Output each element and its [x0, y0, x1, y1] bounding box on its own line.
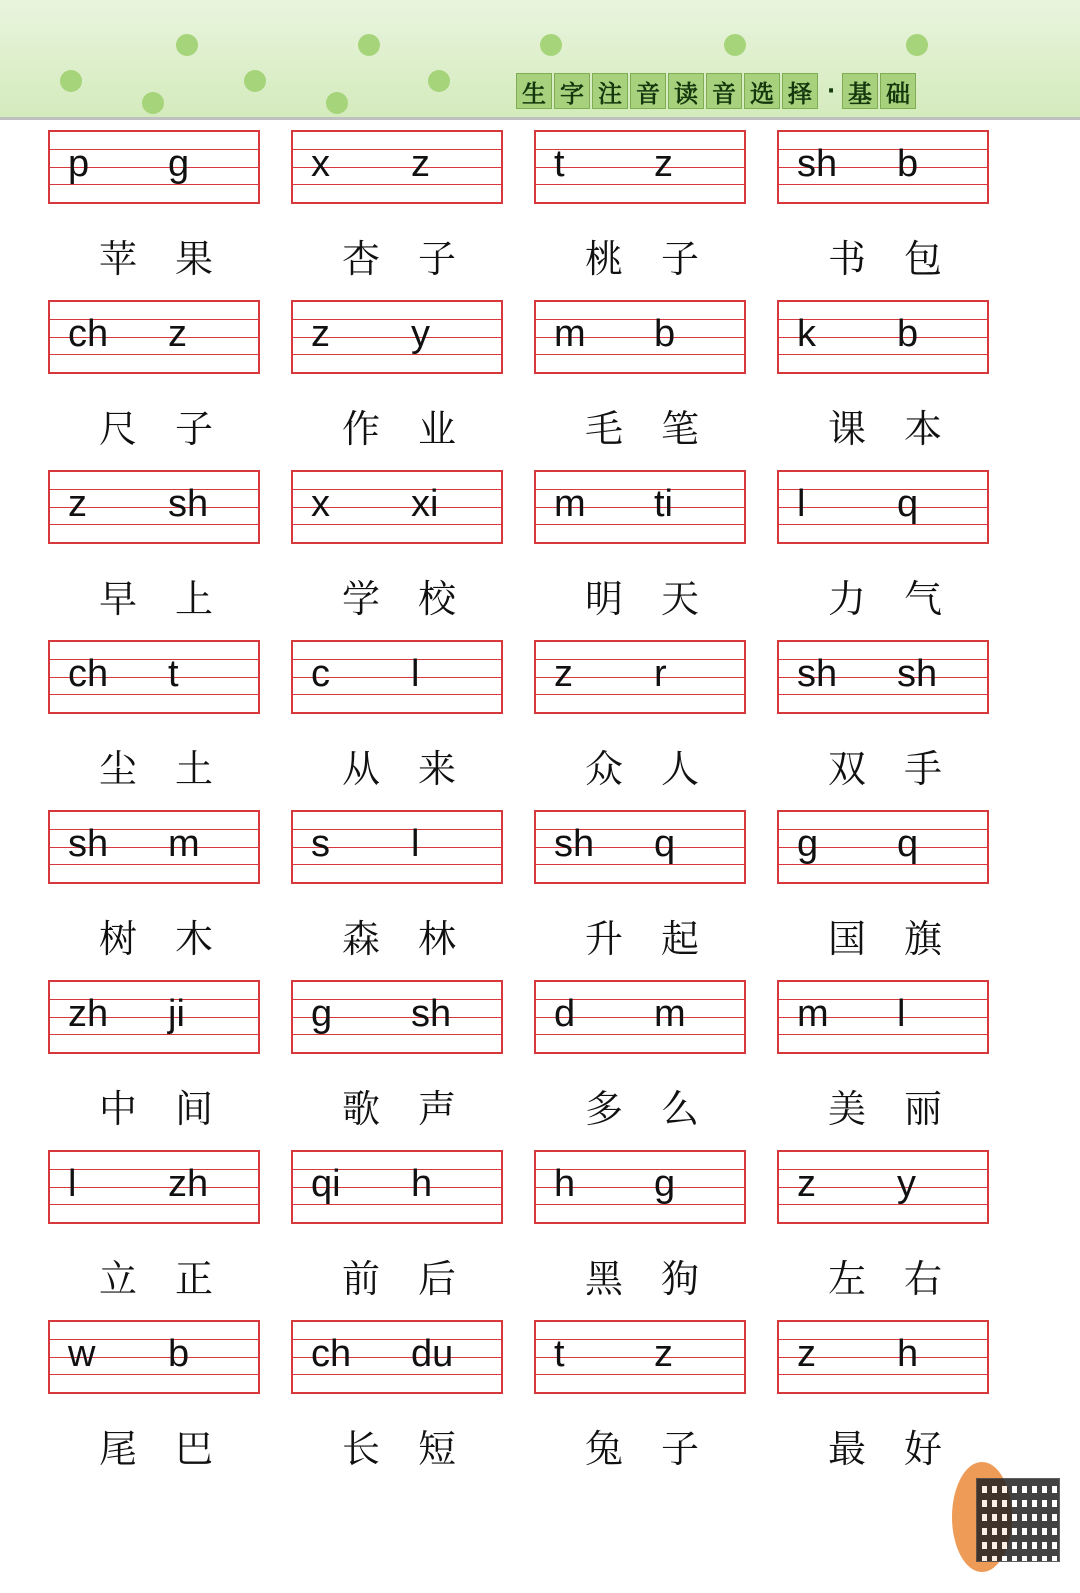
- pinyin-cell: [777, 300, 989, 451]
- title-char: 生: [516, 73, 552, 109]
- decor-dot: [142, 92, 164, 114]
- pinyin-initial-left: z: [554, 653, 573, 695]
- pinyin-initial-left: x: [311, 143, 330, 185]
- pinyin-writing-box[interactable]: [534, 300, 746, 374]
- pinyin-initial-left: ch: [311, 1333, 352, 1375]
- pinyin-initial-right: b: [168, 1333, 190, 1375]
- pinyin-cell: [534, 130, 746, 281]
- pinyin-writing-box[interactable]: [534, 1150, 746, 1224]
- guide-line: [779, 524, 987, 525]
- guide-line: [536, 1339, 744, 1340]
- hanzi-char: 双: [827, 747, 866, 791]
- hanzi-char: 最: [827, 1427, 866, 1471]
- decor-dot: [244, 70, 266, 92]
- title-char: 础: [880, 73, 916, 109]
- title-char: 注: [592, 73, 628, 109]
- pinyin-initial-right: q: [654, 823, 676, 865]
- pinyin-cell: [534, 1320, 746, 1471]
- pinyin-initial-left: z: [797, 1163, 816, 1205]
- pinyin-initial-left: z: [797, 1333, 816, 1375]
- title-char: 音: [630, 73, 666, 109]
- pinyin-initial-right: ti: [654, 483, 673, 525]
- chinese-word: [777, 1248, 989, 1301]
- title-char: 读: [668, 73, 704, 109]
- pinyin-cell: [291, 300, 503, 451]
- pinyin-cell: [777, 1150, 989, 1301]
- chinese-word: [777, 738, 989, 791]
- hanzi-char: 苹: [98, 237, 137, 281]
- hanzi-char: 子: [660, 237, 699, 281]
- pinyin-writing-box[interactable]: [48, 300, 260, 374]
- pinyin-writing-box[interactable]: [48, 810, 260, 884]
- hanzi-char: 兔: [584, 1427, 623, 1471]
- hanzi-char: 力: [827, 577, 866, 621]
- pinyin-initial-right: du: [411, 1333, 454, 1375]
- guide-line: [50, 1187, 258, 1188]
- hanzi-char: 作: [341, 407, 380, 451]
- pinyin-cell: [48, 980, 260, 1131]
- pinyin-writing-box[interactable]: [534, 470, 746, 544]
- hanzi-char: 校: [417, 577, 456, 621]
- pinyin-initial-left: sh: [68, 823, 109, 865]
- pinyin-initial-right: g: [654, 1163, 676, 1205]
- pinyin-initial-left: g: [311, 993, 333, 1035]
- section-title: [516, 73, 918, 109]
- chinese-word: [48, 568, 260, 621]
- pinyin-initial-left: m: [554, 483, 586, 525]
- pinyin-initial-left: d: [554, 993, 576, 1035]
- pinyin-initial-right: y: [897, 1163, 916, 1205]
- hanzi-char: 多: [584, 1087, 623, 1131]
- pinyin-writing-box[interactable]: [534, 130, 746, 204]
- header-banner: [0, 0, 1080, 120]
- pinyin-writing-box[interactable]: [291, 1150, 503, 1224]
- pinyin-initial-right: ji: [168, 993, 185, 1035]
- hanzi-char: 间: [174, 1087, 213, 1131]
- hanzi-char: 学: [341, 577, 380, 621]
- pinyin-cell: [291, 1150, 503, 1301]
- chinese-word: [777, 228, 989, 281]
- hanzi-char: 狗: [660, 1257, 699, 1301]
- hanzi-char: 美: [827, 1087, 866, 1131]
- hanzi-char: 尾: [98, 1427, 137, 1471]
- pinyin-initial-right: l: [897, 993, 906, 1035]
- chinese-word: [534, 228, 746, 281]
- pinyin-initial-right: b: [654, 313, 676, 355]
- decor-dot: [906, 34, 928, 56]
- decor-dot: [326, 92, 348, 114]
- hanzi-char: 天: [660, 577, 699, 621]
- chinese-word: [777, 1078, 989, 1131]
- chinese-word: [291, 738, 503, 791]
- chinese-word: [291, 1248, 503, 1301]
- decor-dot: [540, 34, 562, 56]
- hanzi-char: 树: [98, 917, 137, 961]
- chinese-word: [777, 1418, 989, 1471]
- pinyin-initial-right: zh: [168, 1163, 209, 1205]
- chinese-word: [48, 1078, 260, 1131]
- decor-dot: [358, 34, 380, 56]
- hanzi-char: 来: [417, 747, 456, 791]
- pinyin-initial-right: z: [168, 313, 187, 355]
- chinese-word: [777, 568, 989, 621]
- pinyin-cell: [534, 470, 746, 621]
- pinyin-cell: [534, 980, 746, 1131]
- pinyin-initial-right: xi: [411, 483, 439, 525]
- hanzi-char: 上: [174, 577, 213, 621]
- hanzi-char: 歌: [341, 1087, 380, 1131]
- hanzi-char: 课: [827, 407, 866, 451]
- pinyin-initial-left: m: [554, 313, 586, 355]
- title-char: 择: [782, 73, 818, 109]
- pinyin-writing-box[interactable]: [291, 640, 503, 714]
- hanzi-char: 毛: [584, 407, 623, 451]
- guide-line: [536, 184, 744, 185]
- hanzi-char: 前: [341, 1257, 380, 1301]
- hanzi-char: 人: [660, 747, 699, 791]
- pinyin-initial-left: ch: [68, 653, 109, 695]
- pinyin-initial-left: sh: [554, 823, 595, 865]
- pinyin-initial-left: t: [554, 143, 565, 185]
- guide-line: [50, 1169, 258, 1170]
- chinese-word: [291, 568, 503, 621]
- hanzi-char: 果: [174, 237, 213, 281]
- pinyin-cell: [48, 640, 260, 791]
- chinese-word: [777, 908, 989, 961]
- hanzi-char: 声: [417, 1087, 456, 1131]
- pinyin-initial-right: l: [411, 823, 420, 865]
- hanzi-char: 杏: [341, 237, 380, 281]
- pinyin-cell: [48, 470, 260, 621]
- hanzi-char: 笔: [660, 407, 699, 451]
- pinyin-initial-left: c: [311, 653, 330, 695]
- guide-line: [779, 489, 987, 490]
- qr-code-icon: [976, 1478, 1060, 1562]
- hanzi-char: 包: [903, 237, 942, 281]
- guide-line: [779, 507, 987, 508]
- pinyin-initial-right: h: [411, 1163, 433, 1205]
- hanzi-char: 从: [341, 747, 380, 791]
- chinese-word: [48, 908, 260, 961]
- pinyin-cell: [534, 810, 746, 961]
- pinyin-initial-left: sh: [797, 143, 838, 185]
- hanzi-char: 后: [417, 1257, 456, 1301]
- hanzi-char: 丽: [903, 1087, 942, 1131]
- hanzi-char: 早: [98, 577, 137, 621]
- hanzi-char: 国: [827, 917, 866, 961]
- guide-line: [50, 1204, 258, 1205]
- hanzi-char: 子: [174, 407, 213, 451]
- chinese-word: [291, 398, 503, 451]
- pinyin-initial-right: y: [411, 313, 430, 355]
- pinyin-initial-left: qi: [311, 1163, 341, 1205]
- decor-dot: [60, 70, 82, 92]
- chinese-word: [777, 398, 989, 451]
- pinyin-cell: [291, 980, 503, 1131]
- hanzi-char: 左: [827, 1257, 866, 1301]
- hanzi-char: 子: [417, 237, 456, 281]
- chinese-word: [534, 1418, 746, 1471]
- pinyin-initial-left: x: [311, 483, 330, 525]
- pinyin-initial-right: m: [654, 993, 686, 1035]
- pinyin-initial-right: z: [654, 143, 673, 185]
- decor-dot: [724, 34, 746, 56]
- pinyin-cell: [48, 1320, 260, 1471]
- hanzi-char: 明: [584, 577, 623, 621]
- pinyin-writing-box[interactable]: [777, 130, 989, 204]
- pinyin-writing-box[interactable]: [534, 1320, 746, 1394]
- pinyin-cell: [777, 1320, 989, 1471]
- pinyin-writing-box[interactable]: [777, 1320, 989, 1394]
- pinyin-cell: [777, 640, 989, 791]
- hanzi-char: 立: [98, 1257, 137, 1301]
- pinyin-initial-left: z: [311, 313, 330, 355]
- pinyin-cell: [48, 810, 260, 961]
- pinyin-writing-box[interactable]: [777, 300, 989, 374]
- hanzi-char: 尘: [98, 747, 137, 791]
- hanzi-char: 旗: [903, 917, 942, 961]
- chinese-word: [534, 568, 746, 621]
- hanzi-char: 黑: [584, 1257, 623, 1301]
- chinese-word: [48, 1418, 260, 1471]
- pinyin-cell: [777, 470, 989, 621]
- chinese-word: [48, 1248, 260, 1301]
- pinyin-initial-right: g: [168, 143, 190, 185]
- pinyin-initial-left: m: [797, 993, 829, 1035]
- pinyin-initial-right: q: [897, 483, 919, 525]
- title-char: 基: [842, 73, 878, 109]
- pinyin-initial-right: z: [654, 1333, 673, 1375]
- pinyin-writing-box[interactable]: [777, 470, 989, 544]
- chinese-word: [534, 1078, 746, 1131]
- chinese-word: [534, 738, 746, 791]
- decor-dot: [176, 34, 198, 56]
- hanzi-char: 土: [174, 747, 213, 791]
- pinyin-writing-box[interactable]: [291, 980, 503, 1054]
- pinyin-cell: [48, 300, 260, 451]
- guide-line: [536, 1357, 744, 1358]
- chinese-word: [291, 908, 503, 961]
- hanzi-char: 起: [660, 917, 699, 961]
- pinyin-cell: [291, 810, 503, 961]
- pinyin-initial-left: z: [68, 483, 87, 525]
- hanzi-char: 好: [903, 1427, 942, 1471]
- title-separator: ·: [826, 78, 836, 104]
- pinyin-initial-left: zh: [68, 993, 109, 1035]
- pinyin-writing-box[interactable]: [48, 1150, 260, 1224]
- chinese-word: [291, 1078, 503, 1131]
- chinese-word: [534, 908, 746, 961]
- pinyin-writing-box[interactable]: [777, 1150, 989, 1224]
- hanzi-char: 升: [584, 917, 623, 961]
- pinyin-initial-left: l: [797, 483, 806, 525]
- pinyin-writing-box[interactable]: [777, 640, 989, 714]
- pinyin-cell: [48, 1150, 260, 1301]
- chinese-word: [534, 398, 746, 451]
- pinyin-initial-left: t: [554, 1333, 565, 1375]
- hanzi-char: 本: [903, 407, 942, 451]
- hanzi-char: 长: [341, 1427, 380, 1471]
- pinyin-initial-left: l: [68, 1163, 77, 1205]
- pinyin-cell: [48, 130, 260, 281]
- title-char: 选: [744, 73, 780, 109]
- hanzi-char: 中: [98, 1087, 137, 1131]
- pinyin-initial-right: m: [168, 823, 200, 865]
- title-char: 音: [706, 73, 742, 109]
- pinyin-cell: [291, 1320, 503, 1471]
- title-char: 字: [554, 73, 590, 109]
- pinyin-cell: [291, 470, 503, 621]
- hanzi-char: 手: [903, 747, 942, 791]
- guide-line: [536, 149, 744, 150]
- pinyin-initial-left: k: [797, 313, 816, 355]
- pinyin-writing-box[interactable]: [48, 130, 260, 204]
- hanzi-char: 森: [341, 917, 380, 961]
- pinyin-initial-right: t: [168, 653, 179, 695]
- pinyin-initial-left: w: [68, 1333, 96, 1375]
- pinyin-cell: [291, 640, 503, 791]
- pinyin-writing-box[interactable]: [534, 640, 746, 714]
- pinyin-initial-right: h: [897, 1333, 919, 1375]
- pinyin-initial-right: b: [897, 313, 919, 355]
- hanzi-char: 林: [417, 917, 456, 961]
- hanzi-char: 木: [174, 917, 213, 961]
- pinyin-writing-box[interactable]: [534, 980, 746, 1054]
- hanzi-char: 右: [903, 1257, 942, 1301]
- chinese-word: [48, 228, 260, 281]
- chinese-word: [291, 228, 503, 281]
- pinyin-initial-right: l: [411, 653, 420, 695]
- pinyin-initial-right: b: [897, 143, 919, 185]
- hanzi-char: 巴: [174, 1427, 213, 1471]
- decor-dot: [428, 70, 450, 92]
- pinyin-writing-box[interactable]: [291, 470, 503, 544]
- pinyin-initial-right: sh: [411, 993, 452, 1035]
- pinyin-cell: [534, 640, 746, 791]
- pinyin-initial-right: q: [897, 823, 919, 865]
- pinyin-cell: [534, 300, 746, 451]
- chinese-word: [534, 1248, 746, 1301]
- pinyin-writing-box[interactable]: [291, 810, 503, 884]
- pinyin-writing-box[interactable]: [48, 640, 260, 714]
- pinyin-cell: [777, 980, 989, 1131]
- pinyin-writing-box[interactable]: [777, 980, 989, 1054]
- chinese-word: [291, 1418, 503, 1471]
- hanzi-char: 子: [660, 1427, 699, 1471]
- pinyin-initial-left: s: [311, 823, 330, 865]
- pinyin-initial-left: g: [797, 823, 819, 865]
- pinyin-writing-box[interactable]: [48, 470, 260, 544]
- chinese-word: [48, 398, 260, 451]
- hanzi-char: 众: [584, 747, 623, 791]
- hanzi-char: 正: [174, 1257, 213, 1301]
- guide-line: [536, 1374, 744, 1375]
- chinese-word: [48, 738, 260, 791]
- hanzi-char: 短: [417, 1427, 456, 1471]
- pinyin-cell: [777, 130, 989, 281]
- hanzi-char: 桃: [584, 237, 623, 281]
- pinyin-cell: [534, 1150, 746, 1301]
- pinyin-cell: [291, 130, 503, 281]
- pinyin-writing-box[interactable]: [777, 810, 989, 884]
- hanzi-char: 尺: [98, 407, 137, 451]
- hanzi-char: 书: [827, 237, 866, 281]
- pinyin-writing-box[interactable]: [48, 980, 260, 1054]
- pinyin-initial-right: z: [411, 143, 430, 185]
- pinyin-initial-right: r: [654, 653, 667, 695]
- pinyin-writing-box[interactable]: [291, 300, 503, 374]
- pinyin-initial-right: sh: [897, 653, 938, 695]
- pinyin-initial-right: sh: [168, 483, 209, 525]
- pinyin-initial-left: h: [554, 1163, 576, 1205]
- guide-line: [536, 167, 744, 168]
- hanzi-char: 业: [417, 407, 456, 451]
- pinyin-initial-left: sh: [797, 653, 838, 695]
- hanzi-char: 气: [903, 577, 942, 621]
- hanzi-char: 么: [660, 1087, 699, 1131]
- pinyin-writing-box[interactable]: [534, 810, 746, 884]
- pinyin-writing-box[interactable]: [291, 130, 503, 204]
- pinyin-initial-left: p: [68, 143, 90, 185]
- pinyin-cell: [777, 810, 989, 961]
- pinyin-writing-box[interactable]: [48, 1320, 260, 1394]
- pinyin-initial-left: ch: [68, 313, 109, 355]
- pinyin-writing-box[interactable]: [291, 1320, 503, 1394]
